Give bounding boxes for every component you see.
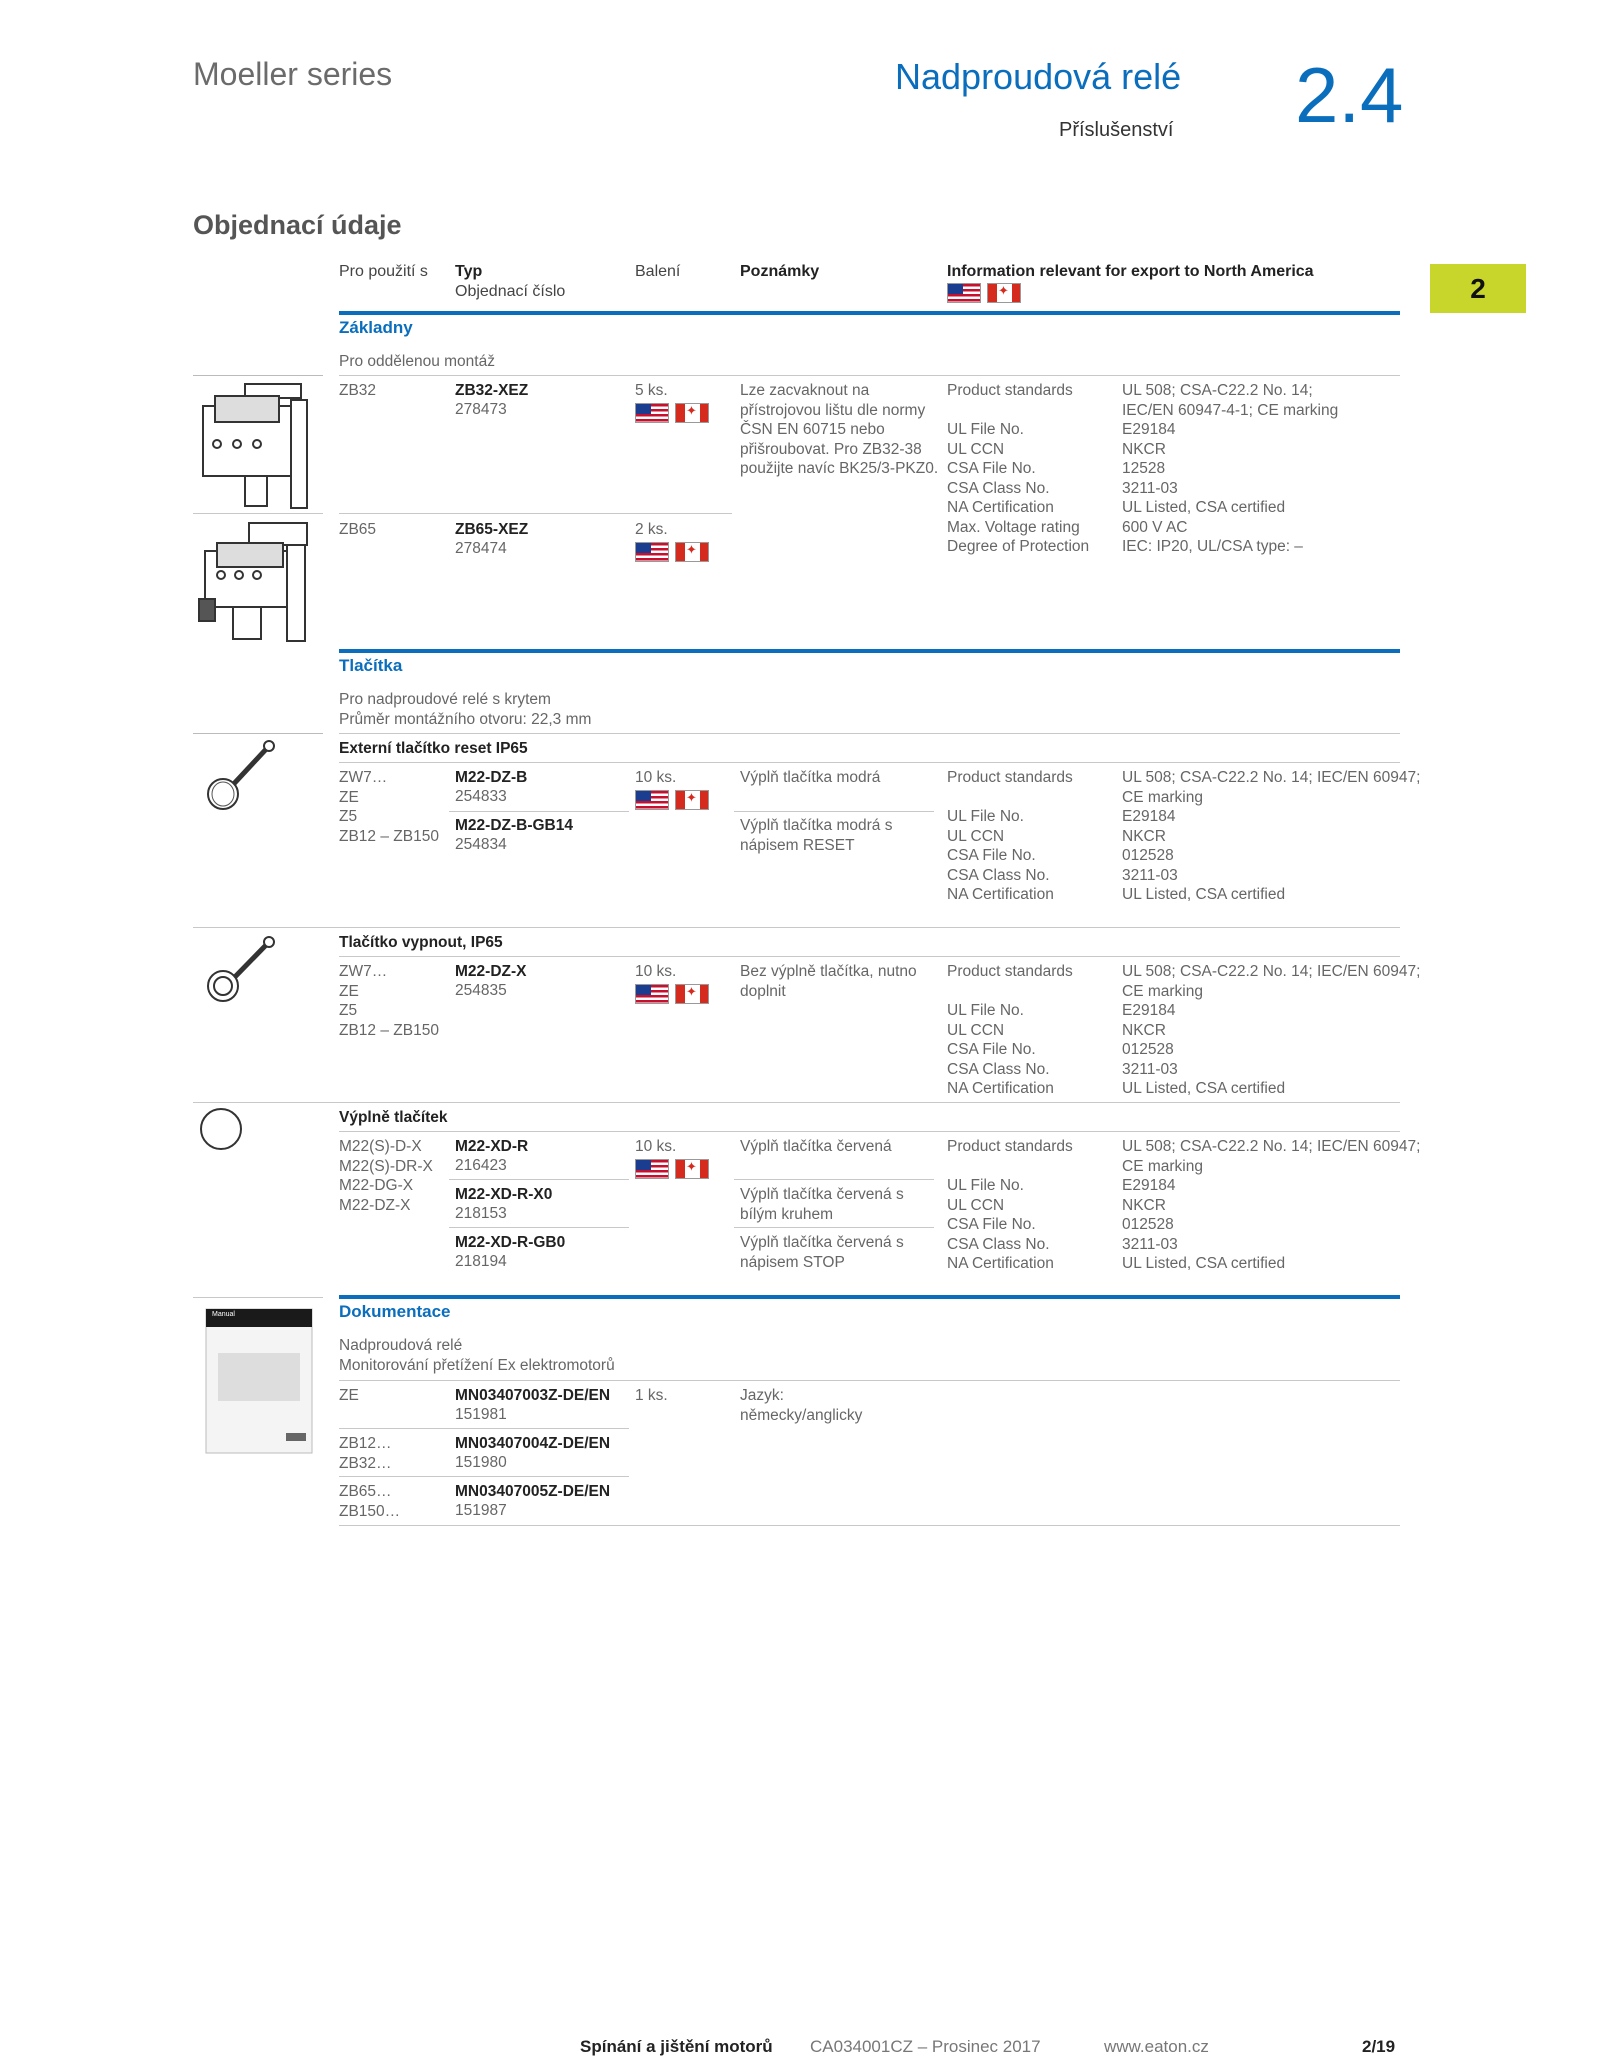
us-flag-icon bbox=[947, 283, 981, 303]
fill-flags bbox=[635, 1159, 709, 1179]
fill-title: Výplně tlačítek bbox=[339, 1109, 448, 1126]
col-use: Pro použití s bbox=[339, 263, 428, 280]
zakladny-note: Lze zacvaknout na přístrojovou lištu dle normy ČSN EN 60715 nebo přišroubovat. Pro ZB32-38 použijte navíc BK25/3-PKZ0. bbox=[740, 382, 939, 477]
button-fill-image bbox=[193, 1103, 323, 1163]
doc-use-2: ZB12… ZB32… bbox=[339, 1435, 392, 1472]
footer-title: Spínání a jištění motorů bbox=[580, 2037, 773, 2056]
doc-order-1: 151981 bbox=[455, 1406, 507, 1423]
doc-note: Jazyk: německy/anglicky bbox=[740, 1387, 863, 1424]
doc-order-3: 151987 bbox=[455, 1502, 507, 1519]
us-flag-icon bbox=[635, 542, 669, 562]
off-title: Tlačítko vypnout, IP65 bbox=[339, 934, 503, 951]
reset-cert-values: UL 508; CSA-C22.2 No. 14; IEC/EN 60947; CE marking E29184 NKCR 012528 3211-03 UL Listed, CSA certified bbox=[1122, 769, 1421, 903]
section-divider bbox=[339, 311, 1400, 315]
reset-note-1: Výplň tlačítka modrá bbox=[740, 769, 881, 786]
us-flag-icon bbox=[635, 790, 669, 810]
off-cert-labels: Product standards UL File No. UL CCN CSA File No. CSA Class No. NA Certification bbox=[947, 963, 1073, 1097]
col-type-label: Typ bbox=[455, 263, 483, 280]
fill-use: M22(S)-D-X M22(S)-DR-X M22-DG-X M22-DZ-X bbox=[339, 1138, 433, 1214]
reset-use: ZW7… ZE Z5 ZB12 – ZB150 bbox=[339, 769, 439, 845]
chapter-number: 2.4 bbox=[1295, 51, 1404, 139]
zb65-pack: 2 ks. bbox=[635, 521, 668, 538]
reset-title: Externí tlačítko reset IP65 bbox=[339, 740, 528, 757]
fill-type-2: M22-XD-R-X0 bbox=[455, 1186, 553, 1203]
fill-note-3: Výplň tlačítka červená s nápisem STOP bbox=[740, 1234, 904, 1271]
canada-flag-icon bbox=[675, 1159, 709, 1179]
reset-order-1: 254833 bbox=[455, 788, 507, 805]
off-type: M22-DZ-X bbox=[455, 963, 527, 980]
canada-flag-icon bbox=[675, 984, 709, 1004]
chapter-tab: 2 bbox=[1430, 264, 1526, 313]
col-export: Information relevant for export to North America bbox=[947, 263, 1314, 280]
group-title-tlacitka: Tlačítka bbox=[339, 656, 403, 675]
section-title: Objednací údaje bbox=[193, 210, 402, 240]
group-desc-dokumentace: Nadproudová relé Monitorování přetížení Ex elektromotorů bbox=[339, 1337, 615, 1374]
doc-type-1: MN03407003Z-DE/EN bbox=[455, 1387, 611, 1404]
doc-type-2: MN03407004Z-DE/EN bbox=[455, 1435, 611, 1452]
col-order-label: Objednací číslo bbox=[455, 283, 566, 300]
reset-flags bbox=[635, 790, 709, 810]
fill-order-3: 218194 bbox=[455, 1253, 507, 1270]
off-pack: 10 ks. bbox=[635, 963, 677, 980]
us-flag-icon bbox=[635, 984, 669, 1004]
reset-button-image bbox=[193, 733, 323, 824]
reset-pack: 10 ks. bbox=[635, 769, 677, 786]
page-subtitle: Příslušenství bbox=[1059, 119, 1174, 141]
us-flag-icon bbox=[635, 1159, 669, 1179]
zb65-order: 278474 bbox=[455, 540, 507, 557]
reset-order-2: 254834 bbox=[455, 836, 507, 853]
page-number: 2/19 bbox=[1362, 2037, 1396, 2056]
doc-use-3: ZB65… ZB150… bbox=[339, 1483, 401, 1520]
fill-type-1: M22-XD-R bbox=[455, 1138, 529, 1155]
off-order: 254835 bbox=[455, 982, 507, 999]
off-cert-values: UL 508; CSA-C22.2 No. 14; IEC/EN 60947; CE marking E29184 NKCR 012528 3211-03 UL Listed, CSA certified bbox=[1122, 963, 1421, 1097]
reset-cert-labels: Product standards UL File No. UL CCN CSA File No. CSA Class No. NA Certification bbox=[947, 769, 1073, 903]
base-zb32-image bbox=[193, 375, 323, 514]
reset-type-1: M22-DZ-B bbox=[455, 769, 528, 786]
footer-catalog: CA034001CZ – Prosinec 2017 bbox=[810, 2037, 1041, 2056]
col-notes: Poznámky bbox=[740, 263, 820, 280]
fill-cert-labels: Product standards UL File No. UL CCN CSA File No. CSA Class No. NA Certification bbox=[947, 1138, 1073, 1272]
zakladny-cert-values: UL 508; CSA-C22.2 No. 14; IEC/EN 60947-4-1; CE marking E29184 NKCR 12528 3211-03 UL Listed, CSA certified 600 V AC IEC: IP20, UL/CSA type: – bbox=[1122, 382, 1339, 555]
fill-order-1: 216423 bbox=[455, 1157, 507, 1174]
col-pack: Balení bbox=[635, 263, 681, 280]
section-divider bbox=[339, 1295, 1400, 1299]
canada-flag-icon bbox=[987, 283, 1021, 303]
group-desc-tlacitka: Pro nadproudové relé s krytem Průměr montážního otvoru: 22,3 mm bbox=[339, 691, 592, 728]
section-divider bbox=[339, 649, 1400, 653]
group-desc-zakladny: Pro oddělenou montáž bbox=[339, 353, 495, 370]
zb65-use: ZB65 bbox=[339, 521, 377, 538]
page-title: Nadproudová relé bbox=[895, 56, 1182, 97]
reset-note-2: Výplň tlačítka modrá s nápisem RESET bbox=[740, 817, 893, 854]
export-flags bbox=[947, 283, 1021, 303]
series-name: Moeller series bbox=[193, 56, 393, 92]
fill-note-1: Výplň tlačítka červená bbox=[740, 1138, 892, 1155]
zb32-pack: 5 ks. bbox=[635, 382, 668, 399]
zb32-order: 278473 bbox=[455, 401, 507, 418]
group-title-zakladny: Základny bbox=[339, 318, 413, 337]
fill-pack: 10 ks. bbox=[635, 1138, 677, 1155]
zakladny-cert-labels: Product standards UL File No. UL CCN CSA File No. CSA Class No. NA Certification Max. Voltage rating Degree of Protection bbox=[947, 382, 1090, 555]
doc-pack: 1 ks. bbox=[635, 1387, 668, 1404]
off-use: ZW7… ZE Z5 ZB12 – ZB150 bbox=[339, 963, 439, 1039]
fill-cert-values: UL 508; CSA-C22.2 No. 14; IEC/EN 60947; CE marking E29184 NKCR 012528 3211-03 UL Listed, CSA certified bbox=[1122, 1138, 1421, 1272]
doc-use-1: ZE bbox=[339, 1387, 359, 1404]
us-flag-icon bbox=[635, 403, 669, 423]
canada-flag-icon bbox=[675, 790, 709, 810]
manual-label: Manual bbox=[212, 1311, 235, 1318]
doc-type-3: MN03407005Z-DE/EN bbox=[455, 1483, 611, 1500]
base-zb65-image bbox=[193, 515, 323, 645]
fill-type-3: M22-XD-R-GB0 bbox=[455, 1234, 566, 1251]
zb65-type: ZB65-XEZ bbox=[455, 521, 529, 538]
reset-type-2: M22-DZ-B-GB14 bbox=[455, 817, 573, 834]
col-type bbox=[455, 262, 565, 302]
canada-flag-icon bbox=[675, 542, 709, 562]
off-button-image bbox=[193, 928, 323, 1018]
group-title-dokumentace: Dokumentace bbox=[339, 1302, 451, 1321]
zb32-use: ZB32 bbox=[339, 382, 377, 399]
off-note: Bez výplně tlačítka, nutno doplnit bbox=[740, 963, 917, 1000]
fill-note-2: Výplň tlačítka červená s bílým kruhem bbox=[740, 1186, 904, 1223]
fill-order-2: 218153 bbox=[455, 1205, 507, 1222]
canada-flag-icon bbox=[675, 403, 709, 423]
zb32-flags bbox=[635, 403, 709, 423]
manual-image bbox=[200, 1305, 316, 1457]
footer-web[interactable]: www.eaton.cz bbox=[1104, 2037, 1209, 2056]
zb32-type: ZB32-XEZ bbox=[455, 382, 529, 399]
off-flags bbox=[635, 984, 709, 1004]
zb65-flags bbox=[635, 542, 709, 562]
doc-order-2: 151980 bbox=[455, 1454, 507, 1471]
